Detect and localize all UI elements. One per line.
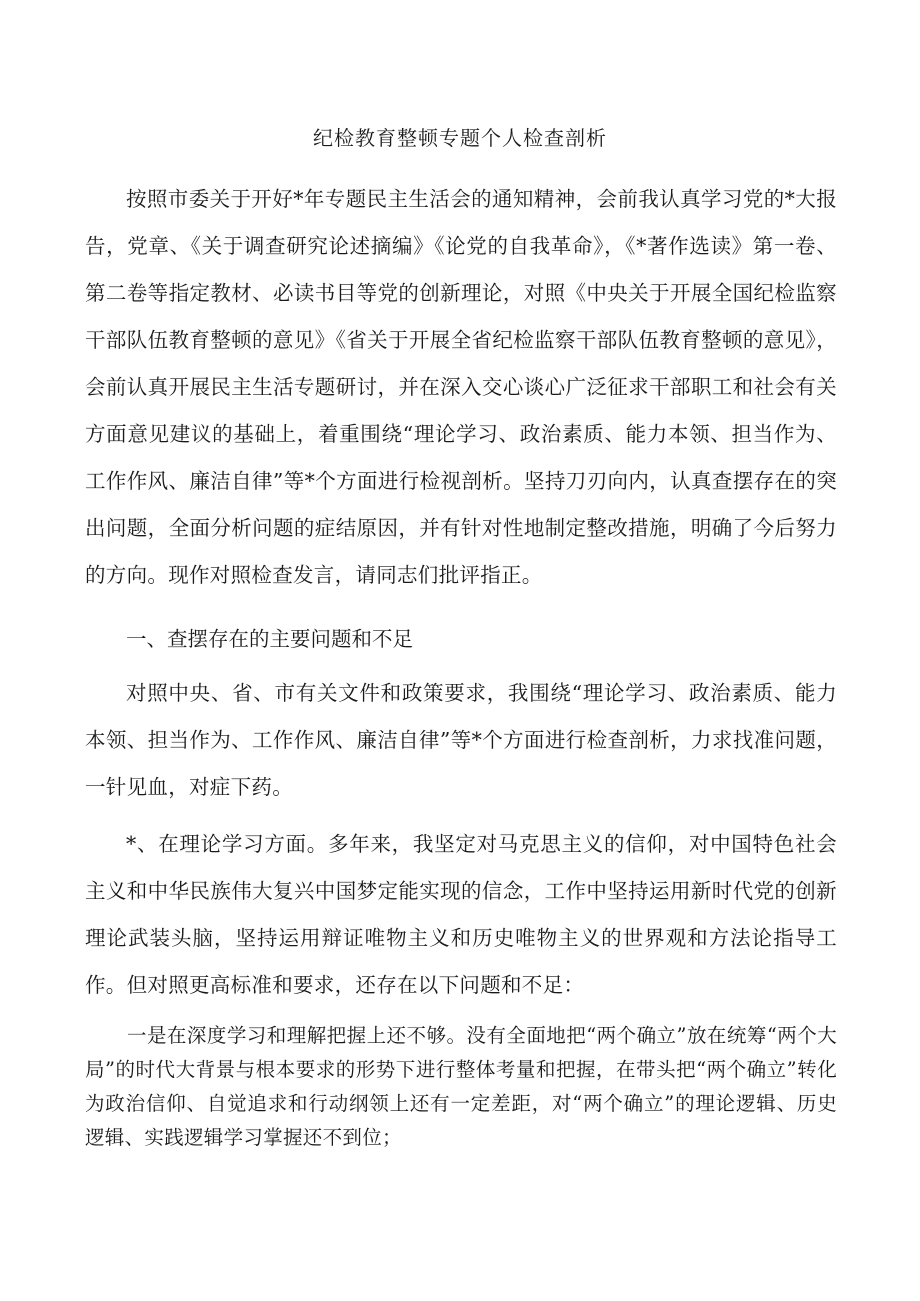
document-title: 纪检教育整顿专题个人检查剖析 (313, 126, 607, 150)
section1-intro-paragraph: 对照中央、省、市有关文件和政策要求，我围绕“理论学习、政治素质、能力本领、担当作为、工作作风、廉洁自律”等*个方面进行检查剖析，力求找准问题，一针见血，对症下药。 (85, 681, 837, 799)
intro-paragraph: 按照市委关于开好*年专题民主生活会的通知精神，会前我认真学习党的*大报告，党章、《关于调查研究论述摘编》《论党的自我革命》，《*著作选读》第一卷、第二卷等指定教材、必读书目等党的创新理论，对照《中央关于开展全国纪检监察干部队伍教育整顿的意见》《省关于开展全省纪检监察干部队伍教育整顿的意见》，会前认真开展民主生活专题研讨，并在深入交心谈心广泛征求干部职工和社会有关方面意见建议的基础上，着重围绕“理论学习、政治素质、能力本领、担当作为、工作作风、廉洁自律”等*个方面进行检视剖析。坚持刀刃向内，认真查摆存在的突出问题，全面分析问题的症结原因，并有针对性地制定整改措施，明确了今后努力的方向。现作对照检查发言，请同志们批评指正。 (85, 187, 837, 587)
point-one-paragraph: 一是在深度学习和理解把握上还不够。没有全面地把“两个确立”放在统筹“两个大局”的时代大背景与根本要求的形势下进行整体考量和把握，在带头把“两个确立”转化为政治信仰、自觉追求和行动纲领上还有一定差距，对“两个确立”的理论逻辑、历史逻辑、实践逻辑学习掌握还不到位； (85, 1024, 837, 1149)
theory-study-paragraph: *、在理论学习方面。多年来，我坚定对马克思主义的信仰，对中国特色社会主义和中华民族伟大复兴中国梦定能实现的信念，工作中坚持运用新时代党的创新理论武装头脑，坚持运用辩证唯物主义和历史唯物主义的世界观和方法论指导工作。但对照更高标准和要求，还存在以下问题和不足： (85, 832, 837, 997)
section-heading-1: 一、查摆存在的主要问题和不足 (126, 627, 413, 651)
